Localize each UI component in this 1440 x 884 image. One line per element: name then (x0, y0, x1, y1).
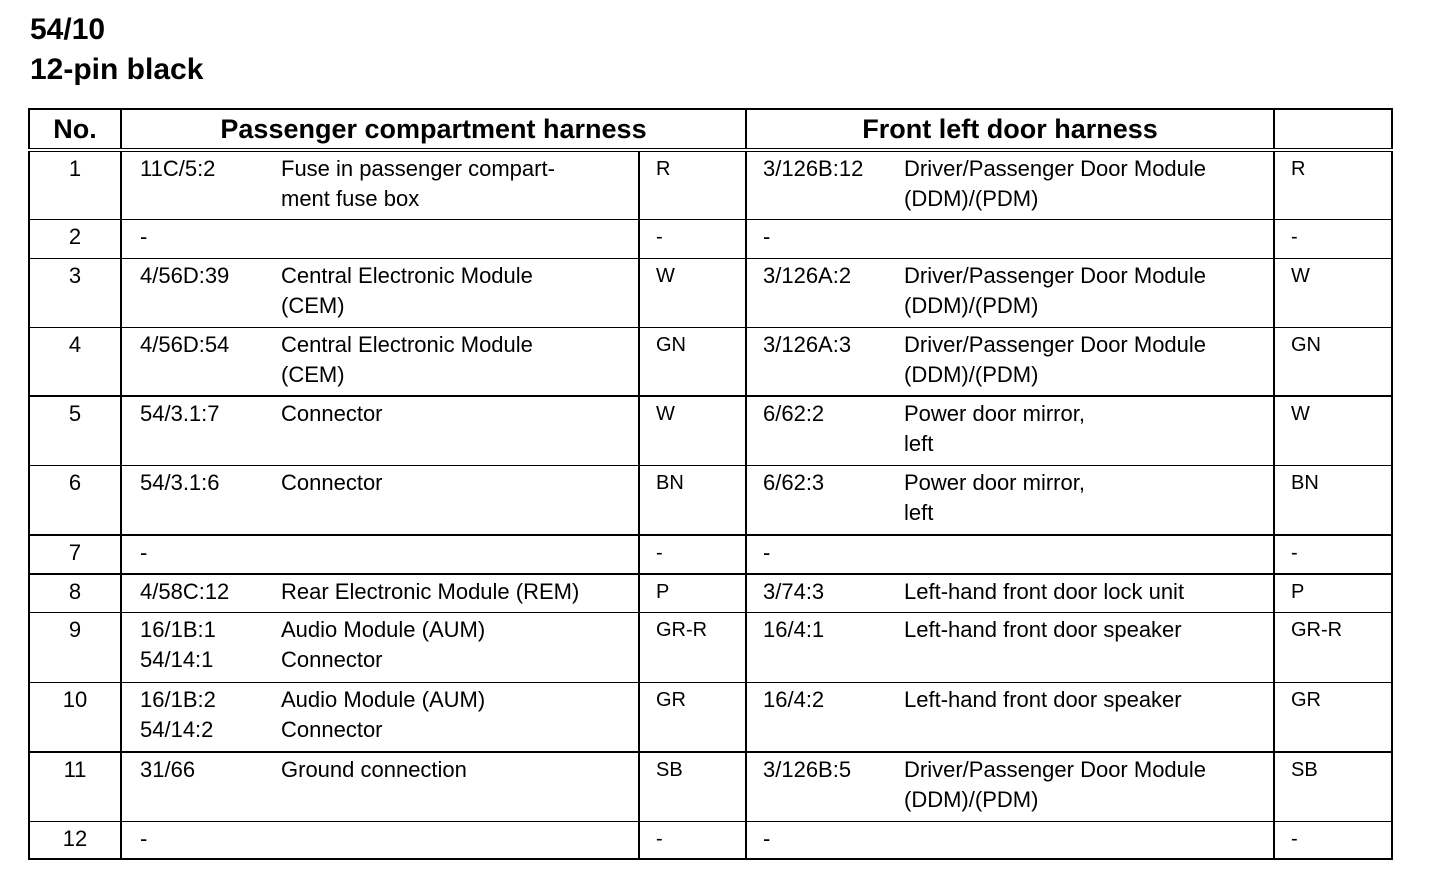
passenger-harness-content (140, 822, 638, 854)
passenger-wire-color-cell (639, 612, 746, 682)
passenger-description-line: Ground connection (281, 757, 467, 782)
passenger-description (281, 685, 638, 745)
passenger-harness-cell (121, 821, 639, 859)
pin-number-cell (29, 150, 121, 219)
front-door-harness-content (763, 613, 1273, 645)
passenger-ref: 54/3.1:7 (140, 401, 220, 426)
front-door-harness-cell (746, 535, 1274, 574)
front-door-wire-color-cell (1274, 752, 1392, 821)
pin-number: 6 (68, 469, 82, 495)
passenger-description (281, 824, 638, 854)
passenger-ref: 54/3.1:6 (140, 469, 220, 495)
passenger-wire-color: GR-R (656, 618, 708, 641)
pin-number: 2 (68, 223, 82, 249)
front-door-harness-cell (746, 682, 1274, 752)
front-door-description (904, 468, 1273, 528)
front-door-harness-cell (746, 258, 1274, 327)
front-door-wire-color-cell (1274, 465, 1392, 535)
pin-number-cell (29, 752, 121, 821)
front-door-ref: 3/126B:5 (763, 757, 852, 782)
passenger-ref: 16/1B:1 54/14:1 (140, 616, 216, 672)
front-door-description-line: (DDM)/(PDM) (904, 361, 1039, 387)
front-door-description (904, 755, 1273, 815)
front-door-harness-content (763, 259, 1273, 321)
passenger-description-line: (CEM) (281, 361, 345, 387)
front-door-description (904, 261, 1273, 321)
passenger-wire-color: W (656, 403, 675, 425)
header-row (29, 109, 1392, 150)
pin-number-cell (29, 612, 121, 682)
passenger-ref: 16/1B:2 54/14:2 (140, 686, 216, 742)
passenger-ref: - (140, 540, 148, 565)
passenger-harness-cell (121, 219, 639, 258)
pin-number: 5 (68, 401, 82, 426)
passenger-description (281, 330, 638, 390)
connector-code: 54/10 (30, 13, 106, 46)
pin-number: 10 (62, 686, 88, 712)
passenger-description (281, 538, 638, 568)
front-door-harness-cell (746, 752, 1274, 821)
pin-number: 8 (68, 579, 82, 604)
front-door-wire-color-cell (1274, 327, 1392, 396)
pin-number: 7 (68, 540, 82, 565)
passenger-harness-cell (121, 612, 639, 682)
front-door-description-line: Power door mirror, (904, 401, 1085, 426)
front-door-ref: 16/4:2 (763, 686, 825, 712)
front-door-description-line: (DDM)/(PDM) (904, 186, 1039, 211)
passenger-ref: 4/58C:12 (140, 579, 230, 604)
front-door-harness-content (763, 397, 1273, 459)
front-door-harness-cell (746, 219, 1274, 258)
front-door-description (904, 154, 1273, 214)
front-door-ref: 6/62:3 (763, 469, 825, 495)
passenger-description (281, 755, 638, 785)
front-door-description (904, 685, 1273, 715)
front-door-description-line: Driver/Passenger Door Module (904, 757, 1207, 782)
front-door-harness-content (763, 536, 1273, 568)
front-door-description (904, 538, 1273, 568)
table-row (29, 219, 1392, 258)
header-no: No. (29, 109, 121, 150)
pin-number-cell (29, 396, 121, 465)
passenger-harness-cell (121, 396, 639, 465)
passenger-harness-content (140, 328, 638, 390)
front-door-description-line: Driver/Passenger Door Module (904, 331, 1207, 357)
connector-description: 12-pin black (30, 53, 204, 86)
passenger-harness-content (140, 536, 638, 568)
passenger-ref: 4/56D:54 (140, 331, 230, 357)
passenger-wire-color-cell (639, 465, 746, 535)
passenger-wire-color-cell (639, 821, 746, 859)
passenger-ref: - (140, 223, 148, 249)
passenger-harness-content (140, 152, 638, 214)
front-door-ref: - (763, 223, 771, 249)
passenger-harness-cell (121, 150, 639, 219)
front-door-harness-cell (746, 327, 1274, 396)
front-door-harness-content (763, 328, 1273, 390)
front-door-wire-color-cell (1274, 612, 1392, 682)
front-door-wire-color-cell (1274, 535, 1392, 574)
passenger-description-line: Audio Module (AUM) (281, 686, 486, 712)
front-door-harness-cell (746, 574, 1274, 612)
header-color (1274, 109, 1392, 150)
front-door-wire-color: W (1291, 403, 1310, 425)
front-door-ref: 16/4:1 (763, 616, 825, 642)
front-door-wire-color-cell (1274, 396, 1392, 465)
passenger-wire-color-cell (639, 258, 746, 327)
front-door-ref: 3/74:3 (763, 579, 825, 604)
passenger-wire-color: R (656, 158, 671, 180)
front-door-description (904, 222, 1273, 252)
passenger-description (281, 222, 638, 252)
passenger-description (281, 399, 638, 429)
front-door-harness-content (763, 220, 1273, 252)
front-door-description (904, 577, 1273, 607)
front-door-harness-cell (746, 150, 1274, 219)
passenger-description-line: ment fuse box (281, 186, 420, 211)
passenger-harness-cell (121, 327, 639, 396)
table-row (29, 535, 1392, 574)
front-door-wire-color-cell (1274, 574, 1392, 612)
front-door-wire-color-cell (1274, 150, 1392, 219)
pin-number: 12 (62, 825, 88, 851)
table-row (29, 258, 1392, 327)
pinout-table (28, 108, 1393, 860)
passenger-ref: 4/56D:39 (140, 262, 230, 288)
pin-number: 11 (63, 757, 87, 782)
passenger-harness-content (140, 466, 638, 498)
passenger-description-line: Connector (281, 469, 383, 495)
front-door-description-line: (DDM)/(PDM) (904, 787, 1039, 812)
front-door-harness-content (763, 753, 1273, 815)
front-door-description-line: Left-hand front door lock unit (904, 579, 1185, 604)
front-door-harness-content (763, 152, 1273, 214)
passenger-ref: 31/66 (140, 757, 196, 782)
passenger-ref: 11C/5:2 (140, 156, 216, 181)
front-door-wire-color: R (1291, 158, 1306, 180)
passenger-wire-color-cell (639, 682, 746, 752)
passenger-wire-color-cell (639, 327, 746, 396)
passenger-description-line: Connector (281, 646, 383, 672)
front-door-harness-content (763, 822, 1273, 854)
passenger-description-line: Connector (281, 716, 383, 742)
passenger-description-line: Central Electronic Module (281, 262, 533, 288)
passenger-harness-cell (121, 752, 639, 821)
passenger-wire-color-cell (639, 219, 746, 258)
front-door-wire-color: W (1291, 264, 1310, 287)
passenger-wire-color-cell (639, 150, 746, 219)
front-door-ref: - (763, 825, 771, 851)
front-door-harness-cell (746, 396, 1274, 465)
front-door-harness-cell (746, 465, 1274, 535)
passenger-wire-color: GN (656, 333, 686, 356)
passenger-description-line: Central Electronic Module (281, 331, 533, 357)
pin-number-cell (29, 327, 121, 396)
passenger-harness-content (140, 259, 638, 321)
passenger-harness-cell (121, 574, 639, 612)
pinout-rows (29, 150, 1392, 859)
passenger-description-line: Fuse in passenger compart- (281, 156, 555, 181)
front-door-harness-cell (746, 612, 1274, 682)
passenger-harness-content (140, 397, 638, 429)
table-row (29, 327, 1392, 396)
pin-number: 9 (68, 616, 82, 642)
passenger-wire-color-cell (639, 574, 746, 612)
passenger-harness-cell (121, 465, 639, 535)
passenger-wire-color: - (656, 225, 663, 248)
front-door-harness-content (763, 683, 1273, 715)
passenger-wire-color: - (656, 542, 663, 564)
pin-number-cell (29, 821, 121, 859)
pin-number-cell (29, 535, 121, 574)
front-door-description-line: Driver/Passenger Door Module (904, 262, 1207, 288)
front-door-wire-color-cell (1274, 219, 1392, 258)
front-door-harness-content (763, 575, 1273, 607)
passenger-description (281, 261, 638, 321)
front-door-ref: 3/126B:12 (763, 156, 864, 181)
front-door-description (904, 399, 1273, 459)
pin-number-cell (29, 219, 121, 258)
passenger-description (281, 577, 638, 607)
front-door-ref: 6/62:2 (763, 401, 825, 426)
table-row (29, 574, 1392, 612)
passenger-harness-content (140, 683, 638, 745)
front-door-description-line: left (904, 431, 934, 456)
front-door-ref: 3/126A:2 (763, 262, 852, 288)
front-door-description (904, 615, 1273, 645)
table-row (29, 396, 1392, 465)
passenger-wire-color-cell (639, 396, 746, 465)
passenger-description-line: Connector (281, 401, 383, 426)
header-passenger-harness: Passenger compartment harness (121, 109, 746, 150)
front-door-wire-color: P (1291, 581, 1305, 603)
front-door-wire-color-cell (1274, 682, 1392, 752)
passenger-wire-color: - (656, 827, 663, 850)
passenger-description (281, 154, 638, 214)
passenger-wire-color-cell (639, 535, 746, 574)
front-door-description-line: Driver/Passenger Door Module (904, 156, 1207, 181)
front-door-description (904, 824, 1273, 854)
passenger-harness-content (140, 753, 638, 785)
front-door-wire-color: - (1291, 827, 1298, 850)
table-row (29, 821, 1392, 859)
passenger-description-line: Audio Module (AUM) (281, 616, 486, 642)
header-front-left-door-harness: Front left door harness (746, 109, 1274, 150)
table-row (29, 612, 1392, 682)
passenger-wire-color-cell (639, 752, 746, 821)
table-row (29, 150, 1392, 219)
front-door-description-line: Left-hand front door speaker (904, 616, 1182, 642)
front-door-harness-content (763, 466, 1273, 528)
passenger-ref: - (140, 825, 148, 851)
front-door-description-line: (DDM)/(PDM) (904, 292, 1039, 318)
pin-number-cell (29, 574, 121, 612)
front-door-wire-color: - (1291, 542, 1298, 564)
passenger-wire-color: W (656, 264, 675, 287)
front-door-description-line: left (904, 499, 934, 525)
passenger-wire-color: BN (656, 471, 684, 494)
passenger-wire-color: SB (656, 759, 683, 781)
table-row (29, 752, 1392, 821)
table-row (29, 465, 1392, 535)
passenger-harness-content (140, 220, 638, 252)
pin-number: 3 (68, 262, 82, 288)
passenger-harness-cell (121, 682, 639, 752)
front-door-ref: 3/126A:3 (763, 331, 852, 357)
pin-number: 1 (68, 156, 82, 181)
front-door-description-line: Power door mirror, (904, 469, 1085, 495)
passenger-description (281, 615, 638, 675)
passenger-harness-content (140, 613, 638, 675)
front-door-wire-color: SB (1291, 759, 1318, 781)
pin-number-cell (29, 465, 121, 535)
front-door-wire-color: GN (1291, 333, 1321, 356)
front-door-harness-cell (746, 821, 1274, 859)
front-door-description (904, 330, 1273, 390)
front-door-wire-color: GR-R (1291, 618, 1343, 641)
passenger-harness-cell (121, 258, 639, 327)
front-door-wire-color-cell (1274, 821, 1392, 859)
front-door-ref: - (763, 540, 771, 565)
passenger-harness-cell (121, 535, 639, 574)
passenger-harness-content (140, 575, 638, 607)
table-row (29, 682, 1392, 752)
front-door-wire-color-cell (1274, 258, 1392, 327)
front-door-description-line: Left-hand front door speaker (904, 686, 1182, 712)
passenger-wire-color: GR (656, 688, 686, 711)
pin-number-cell (29, 258, 121, 327)
passenger-description-line: (CEM) (281, 292, 345, 318)
passenger-wire-color: P (656, 581, 670, 603)
front-door-wire-color: - (1291, 225, 1298, 248)
front-door-wire-color: BN (1291, 471, 1319, 494)
passenger-description (281, 468, 638, 498)
front-door-wire-color: GR (1291, 688, 1321, 711)
passenger-description-line: Rear Electronic Module (REM) (281, 579, 580, 604)
pin-number: 4 (68, 331, 82, 357)
pin-number-cell (29, 682, 121, 752)
